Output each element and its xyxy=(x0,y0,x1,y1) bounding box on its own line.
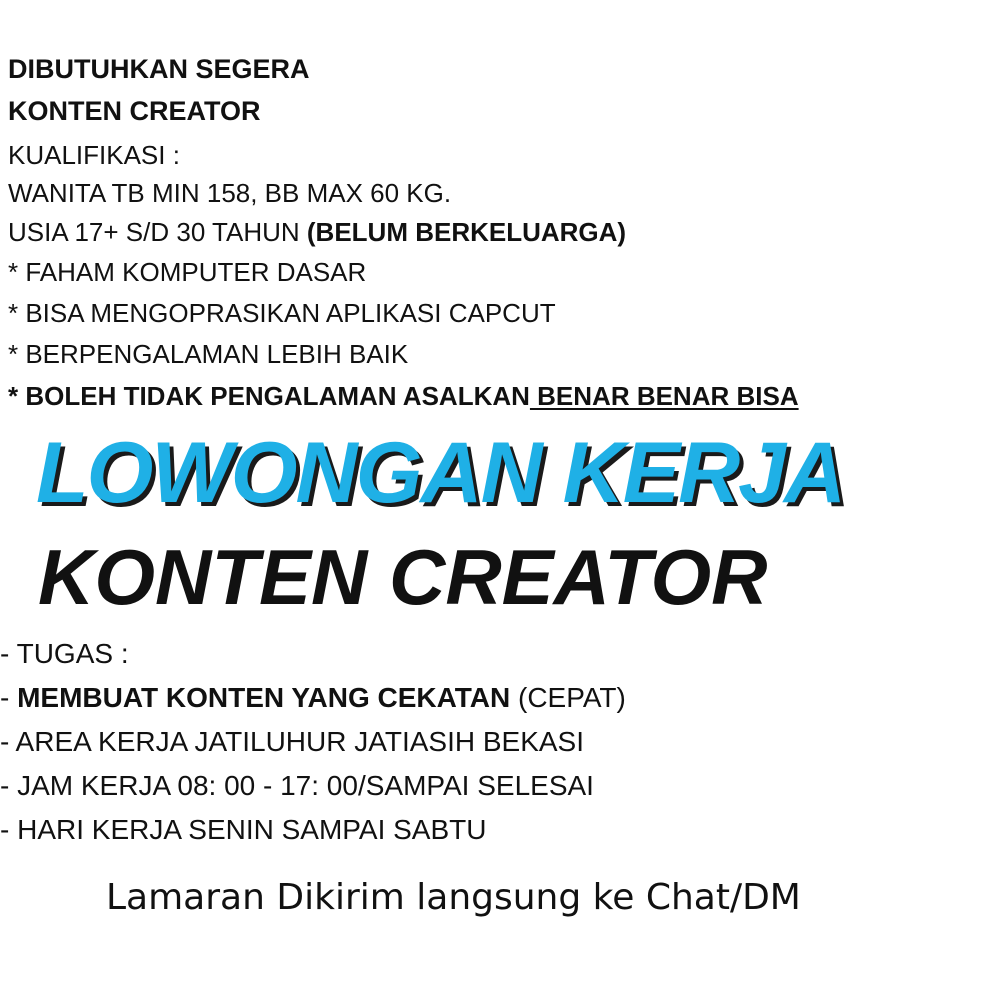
task-bold: MEMBUAT KONTEN YANG CEKATAN xyxy=(17,682,511,713)
task-prefix: - xyxy=(0,682,18,713)
qualification-item-last xyxy=(8,381,799,411)
footer-text: Lamaran Dikirim langsung ke Chat/DM xyxy=(106,877,801,918)
header-subtitle: KONTEN CREATOR xyxy=(8,96,261,126)
qualification-item: * BERPENGALAMAN LEBIH BAIK xyxy=(8,339,409,369)
tasks-label: - TUGAS : xyxy=(0,638,129,669)
banner-headline: LOWONGAN KERJA xyxy=(36,425,845,521)
qualification-item: * FAHAM KOMPUTER DASAR xyxy=(8,257,367,287)
last-item-underlined: BENAR BENAR BISA xyxy=(529,381,799,411)
qualification-age xyxy=(8,217,626,247)
age-note: (BELUM BERKELUARGA) xyxy=(306,217,627,247)
header-title: DIBUTUHKAN SEGERA xyxy=(8,54,310,84)
task-item: - JAM KERJA 08: 00 - 17: 00/SAMPAI SELESAI xyxy=(0,770,594,801)
last-item-text: * BOLEH TIDAK PENGALAMAN ASALKAN xyxy=(8,381,530,411)
banner-subheadline: KONTEN CREATOR xyxy=(38,533,768,621)
qualification-item: * BISA MENGOPRASIKAN APLIKASI CAPCUT xyxy=(8,298,556,328)
qualification-body: WANITA TB MIN 158, BB MAX 60 KG. xyxy=(8,178,452,208)
task-rest: (CEPAT) xyxy=(510,682,626,713)
qualifications-label: KUALIFIKASI : xyxy=(8,140,180,170)
age-text: USIA 17+ S/D 30 TAHUN xyxy=(8,217,307,247)
task-item: - HARI KERJA SENIN SAMPAI SABTU xyxy=(0,814,487,845)
task-item-first xyxy=(0,682,626,714)
task-item: - AREA KERJA JATILUHUR JATIASIH BEKASI xyxy=(0,726,585,757)
